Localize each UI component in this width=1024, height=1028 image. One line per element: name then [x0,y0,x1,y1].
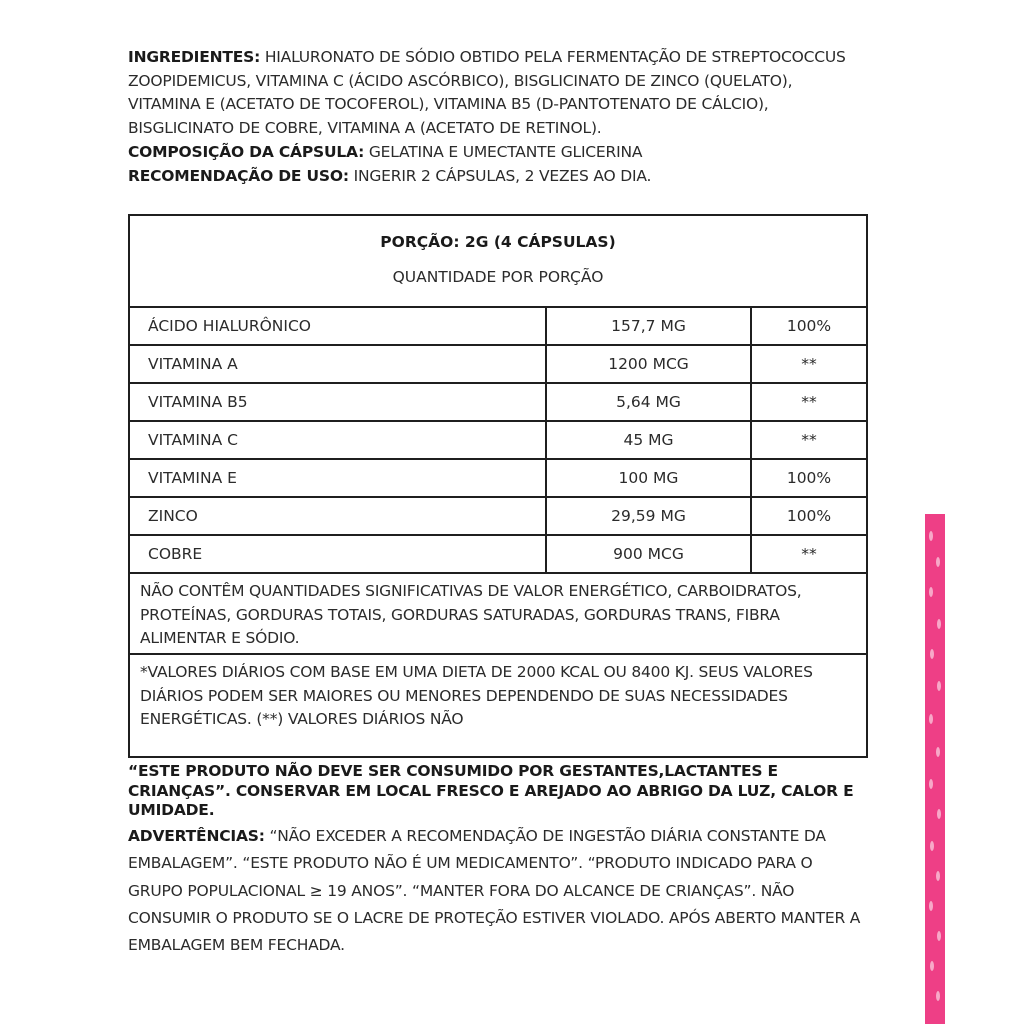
nutrient-name: VITAMINA A [130,345,546,383]
nutrient-dv: ** [751,421,866,459]
nutrient-amount: 45 MG [546,421,751,459]
nutrient-amount: 900 MCG [546,535,751,573]
table-row [130,308,866,345]
table-row [130,497,866,535]
consumption-warning: “ESTE PRODUTO NÃO DEVE SER CONSUMIDO POR GESTANTES,LACTANTES E CRIANÇAS”. CONSERVAR EM LOCAL FRESCO E AREJADO AO ABRIGO DA LUZ, CALOR E UMIDADE. [128,762,854,819]
ingredients-label: INGREDIENTES: [128,48,261,66]
nutrient-dv: ** [751,535,866,573]
nutrient-dv: 100% [751,497,866,535]
nutrient-amount: 29,59 MG [546,497,751,535]
advertencias-text: “NÃO EXCEDER A RECOMENDAÇÃO DE INGESTÃO DIÁRIA CONSTANTE DA EMBALAGEM”. “ESTE PRODUTO NÃO É UM MEDICAMENTO”. “PRODUTO INDICADO PARA O GRUPO POPULACIONAL ≥ 19 ANOS”. “MANTER FORA DO ALCANCE DE CRIANÇAS”. NÃO CONSUMIR O PRODUTO SE O LACRE DE PROTEÇÃO ESTIVER VIOLADO. APÓS ABERTO MANTER A EMBALAGEM BEM FECHADA. [128,827,861,955]
insignificant-note: NÃO CONTÊM QUANTIDADES SIGNIFICATIVAS DE VALOR ENERGÉTICO, CARBOIDRATOS, PROTEÍNAS, GORDURAS TOTAIS, GORDURAS SATURADAS, GORDURAS TRANS, FIBRA ALIMENTAR E SÓDIO. [130,574,866,655]
table-row [130,535,866,573]
capsule-text: GELATINA E UMECTANTE GLICERINA [368,142,643,161]
nutrient-name: VITAMINA E [130,459,546,497]
ingredients-block [128,46,868,188]
advertencias-block [128,823,868,959]
portion-subtitle: QUANTIDADE POR PORÇÃO [392,268,604,286]
nutrient-name: VITAMINA B5 [130,383,546,421]
usage-paragraph [128,165,868,189]
nutrient-dv: 100% [751,308,866,345]
capsule-label: COMPOSIÇÃO DA CÁPSULA: [128,142,365,161]
table-row [130,459,866,497]
table-row [130,345,866,383]
nutrient-rows [130,308,866,574]
dot-pattern-icon [925,514,945,1024]
ingredients-text: HIALURONATO DE SÓDIO OBTIDO PELA FERMENTAÇÃO DE STREPTOCOCCUS ZOOPIDEMICUS, VITAMINA C (ÁCIDO ASCÓRBICO), BISGLICINATO DE ZINCO (QUELATO), VITAMINA E (ACETATO DE TOCOFEROL), VITAMINA B5 (D-PANTOTENATO DE CÁLCIO), BISGLICINATO DE COBRE, VITAMINA A (ACETATO DE RETINOL). [128,48,846,138]
nutrient-amount: 1200 MCG [546,345,751,383]
nutrient-amount: 100 MG [546,459,751,497]
nutrient-name: ZINCO [130,497,546,535]
nutrient-name: VITAMINA C [130,421,546,459]
usage-text: INGERIR 2 CÁPSULAS, 2 VEZES AO DIA. [353,166,652,185]
nutrient-amount: 5,64 MG [546,383,751,421]
portion-title: PORÇÃO: 2G (4 CÁPSULAS) [380,233,616,251]
nutrient-name: COBRE [130,535,546,573]
nutrient-dv: 100% [751,459,866,497]
table-row [130,421,866,459]
nutrient-name: ÁCIDO HIALURÔNICO [130,308,546,345]
nutrient-amount: 157,7 MG [546,308,751,345]
ingredients-paragraph [128,46,868,141]
pink-decorative-stripe [925,514,945,1024]
advertencias-label: ADVERTÊNCIAS: [128,827,265,845]
table-row [130,383,866,421]
nutrition-header [130,216,866,308]
daily-values-note: *VALORES DIÁRIOS COM BASE EM UMA DIETA DE 2000 KCAL OU 8400 KJ. SEUS VALORES DIÁRIOS PODEM SER MAIORES OU MENORES DEPENDENDO DE SUAS NECESSIDADES ENERGÉTICAS. (**) VALORES DIÁRIOS NÃO [140,663,813,728]
usage-label: RECOMENDAÇÃO DE USO: [128,166,349,185]
nutrient-dv: ** [751,383,866,421]
nutrition-table [128,214,868,758]
capsule-paragraph [128,141,868,165]
nutrient-dv: ** [751,345,866,383]
